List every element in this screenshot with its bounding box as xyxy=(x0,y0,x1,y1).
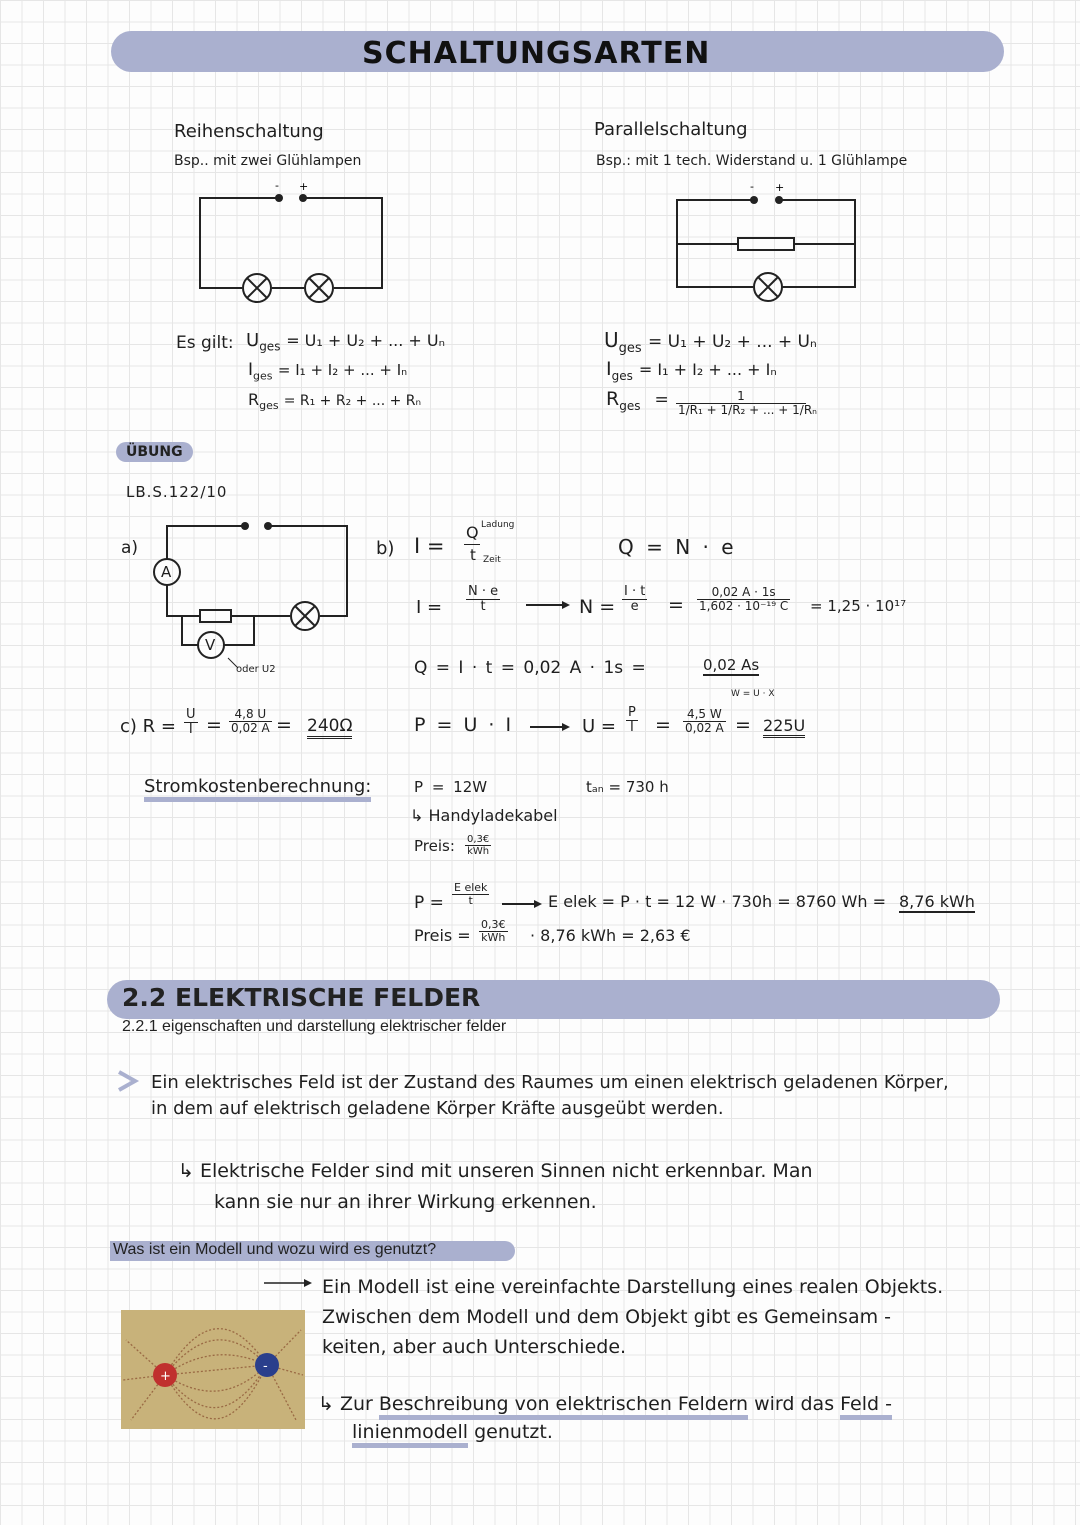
parallel-i-rhs: = I₁ + I₂ + ... + Iₙ xyxy=(638,360,777,379)
exercise-badge: ÜBUNG xyxy=(116,442,193,462)
arrow-icon-4 xyxy=(264,1278,312,1288)
arrow-icon-3 xyxy=(502,899,542,909)
costs-price-denominator: kWh xyxy=(467,846,490,857)
parallel-r-fraction xyxy=(676,390,819,417)
parallel-r-eq: = xyxy=(654,390,669,410)
series-u-symbol: U xyxy=(246,330,260,351)
svg-text:+: + xyxy=(775,181,785,194)
costs-p-eq: P = xyxy=(414,893,444,913)
series-u-sub: ges xyxy=(259,339,281,354)
field-line-1-mid: wird das xyxy=(754,1393,835,1415)
b-u-eq2: = xyxy=(735,714,751,736)
model-line-3: keiten, aber auch Unterschiede. xyxy=(322,1336,627,1358)
b-u-lhs: U = xyxy=(582,716,616,737)
series-r-sub: ges xyxy=(259,399,279,413)
b-n-numerator: I · t xyxy=(624,584,646,599)
b-u-eq: = xyxy=(655,714,671,736)
parallel-u-rhs: = U₁ + U₂ + ... + Uₙ xyxy=(648,332,817,352)
costs-p-fraction xyxy=(452,882,489,907)
costs-energy-calculation: E elek = P · t = 12 W · 730h = 8760 Wh = xyxy=(548,892,886,911)
b-q-calculation: Q = I · t = 0,02 A · 1s = xyxy=(414,658,646,678)
series-example: Bsp.. mit zwei Glühlampen xyxy=(174,153,362,169)
parallel-title: Parallelschaltung xyxy=(594,119,748,140)
b-n-fraction-values xyxy=(697,586,790,613)
series-u-rhs: = U₁ + U₂ + ... + Uₙ xyxy=(286,331,446,350)
b-t-note: Zeit xyxy=(483,555,501,565)
parallel-r-symbol: R xyxy=(606,388,620,410)
b-n-eq: = xyxy=(668,594,684,616)
b-n-fraction xyxy=(622,585,647,615)
parallel-example: Bsp.: mit 1 tech. Widerstand u. 1 Glühlampe xyxy=(596,153,908,169)
b-line2-i: I = xyxy=(416,597,443,618)
b-u-numerator: P xyxy=(628,705,636,720)
svg-text:+: + xyxy=(160,1369,171,1384)
exercise-reference: LB.S.122/10 xyxy=(126,483,228,501)
section-subtitle: 2.2.1 eigenschaften und darstellung elektrischer felder xyxy=(122,1018,507,1035)
parallel-r-denominator: 1/R₁ + 1/R₂ + ... + 1/Rₙ xyxy=(678,403,817,418)
chevron-right-icon xyxy=(115,1069,139,1093)
parallel-r-numerator: 1 xyxy=(676,390,806,404)
series-u-formula xyxy=(246,330,445,354)
series-circuit-diagram xyxy=(195,180,390,305)
b-u-values-denominator: 0,02 A xyxy=(685,721,724,736)
b-u-fraction xyxy=(626,706,638,736)
b-q-note: Ladung xyxy=(481,520,515,530)
b-u-denominator: I xyxy=(630,720,634,736)
parallel-i-symbol: I xyxy=(606,358,612,380)
measurement-circuit-diagram xyxy=(150,520,360,660)
model-line-2: Zwischen dem Modell und dem Objekt gibt es Gemeinsam - xyxy=(322,1306,892,1328)
b-n-values-numerator: 0,02 A · 1s xyxy=(697,586,790,600)
arrow-icon xyxy=(526,600,570,610)
section-title: 2.2 ELEKTRISCHE FELDER xyxy=(122,983,481,1012)
costs-price-numerator: 0,3€ xyxy=(467,834,490,845)
svg-text:-: - xyxy=(750,180,754,193)
parallel-i-sub: ges xyxy=(611,368,633,383)
definition-line-1: Ein elektrisches Feld ist der Zustand des Raumes um einen elektrisch geladenen Körper, xyxy=(151,1072,949,1093)
note-line-2: kann sie nur an ihrer Wirkung erkennen. xyxy=(214,1191,597,1213)
series-i-formula xyxy=(248,360,407,382)
b-q-letter: Q xyxy=(466,523,479,542)
series-i-symbol: I xyxy=(248,360,254,380)
b-line2-fraction xyxy=(466,585,500,615)
parallel-i-formula xyxy=(606,358,777,383)
b-n-denominator: e xyxy=(630,599,639,615)
parallel-r-formula xyxy=(606,388,669,413)
b-q-result: 0,02 As xyxy=(703,656,760,674)
b-w-note: W = U · X xyxy=(731,689,775,699)
costs-preis-denominator: kWh xyxy=(481,931,506,945)
c-fraction xyxy=(184,708,198,738)
note-line-1: ↳ Elektrische Felder sind mit unseren Sinnen nicht erkennbar. Man xyxy=(178,1160,813,1182)
costs-cable: ↳ Handyladekabel xyxy=(410,806,558,825)
parallel-circuit-diagram xyxy=(674,180,864,305)
series-r-rhs: = R₁ + R₂ + ... + Rₙ xyxy=(283,393,422,409)
costs-preis-numerator: 0,3€ xyxy=(481,918,506,931)
field-line-2-highlight: linienmodell xyxy=(352,1421,468,1448)
part-a-label: a) xyxy=(121,538,139,558)
arrow-icon-2 xyxy=(530,722,570,732)
field-line-1-highlight: Beschreibung von elektrischen Feldern xyxy=(379,1393,748,1420)
b-n-lhs: N = xyxy=(579,596,616,618)
costs-price-label: Preis: xyxy=(414,837,455,855)
c-eq2: = xyxy=(276,714,292,736)
part-c-label: c) R = xyxy=(120,716,176,737)
b-n-result: = 1,25 · 10¹⁷ xyxy=(810,597,907,615)
c-eq: = xyxy=(206,714,222,736)
b-current-formula: I = xyxy=(414,534,445,558)
costs-title: Stromkostenberechnung: xyxy=(144,776,371,802)
costs-time: tₐₙ = 730 h xyxy=(586,778,669,796)
parallel-r-sub: ges xyxy=(619,398,641,413)
definition-line-2: in dem auf elektrisch geladene Körper Kräfte ausgeübt werden. xyxy=(151,1098,724,1119)
b-u-values-numerator: 4,5 W xyxy=(683,708,726,722)
field-line-1 xyxy=(318,1393,892,1415)
b-charge-formula: Q = N · e xyxy=(618,535,734,559)
oder-note: oder U2 xyxy=(236,664,276,675)
costs-p-denominator: t xyxy=(468,894,473,908)
voltmeter-label: V xyxy=(205,636,216,654)
costs-energy-result: 8,76 kWh xyxy=(899,892,975,911)
svg-text:-: - xyxy=(275,179,279,192)
series-r-formula xyxy=(248,390,421,412)
parallel-u-sub: ges xyxy=(618,341,642,356)
costs-price-fraction xyxy=(465,834,491,857)
costs-preis-result: · 8,76 kWh = 2,63 € xyxy=(530,926,691,945)
field-line-1-arrow-text: ↳ Zur xyxy=(318,1393,373,1415)
field-line-2 xyxy=(352,1421,553,1443)
ammeter-label: A xyxy=(161,563,172,581)
series-i-sub: ges xyxy=(253,369,273,383)
field-line-1-end: Feld - xyxy=(840,1393,892,1420)
costs-p-numerator: E elek xyxy=(454,881,488,894)
parallel-u-formula xyxy=(604,328,817,356)
svg-text:-: - xyxy=(263,1359,268,1374)
svg-text:+: + xyxy=(299,180,309,193)
c-fraction-values xyxy=(229,708,272,735)
b-t-letter: t xyxy=(470,546,476,564)
question-text: Was ist ein Modell und wozu wird es genutzt? xyxy=(113,1241,437,1258)
b-n-values-denominator: 1,602 · 10⁻¹⁹ C xyxy=(699,599,789,614)
c-numerator: U xyxy=(186,707,196,722)
b-fraction-line xyxy=(464,544,480,545)
costs-preis-fraction xyxy=(479,919,508,944)
page-title: SCHALTUNGSARTEN xyxy=(362,36,711,71)
c-values-denominator: 0,02 A xyxy=(231,721,270,736)
costs-power: P = 12W xyxy=(414,778,488,796)
series-title: Reihenschaltung xyxy=(174,121,324,142)
series-formula-intro: Es gilt: xyxy=(176,333,234,353)
b-u-result: 225U xyxy=(763,716,805,738)
field-line-2-end: genutzt. xyxy=(474,1421,553,1443)
costs-preis-label: Preis = xyxy=(414,926,471,945)
parallel-u-symbol: U xyxy=(604,328,619,352)
c-denominator: I xyxy=(188,722,193,738)
model-line-1: Ein Modell ist eine vereinfachte Darstellung eines realen Objekts. xyxy=(322,1276,944,1298)
c-values-numerator: 4,8 U xyxy=(229,708,272,722)
field-lines-image xyxy=(121,1310,305,1429)
b-u-fraction-values xyxy=(683,708,726,735)
series-i-rhs: = I₁ + I₂ + ... + Iₙ xyxy=(277,361,408,379)
c-result: 240Ω xyxy=(307,716,352,739)
b-line2-denominator: t xyxy=(480,599,486,615)
b-power-formula: P = U · I xyxy=(414,714,512,736)
series-r-symbol: R xyxy=(248,390,260,409)
b-line2-numerator: N · e xyxy=(468,584,499,599)
part-b-label: b) xyxy=(376,538,395,559)
